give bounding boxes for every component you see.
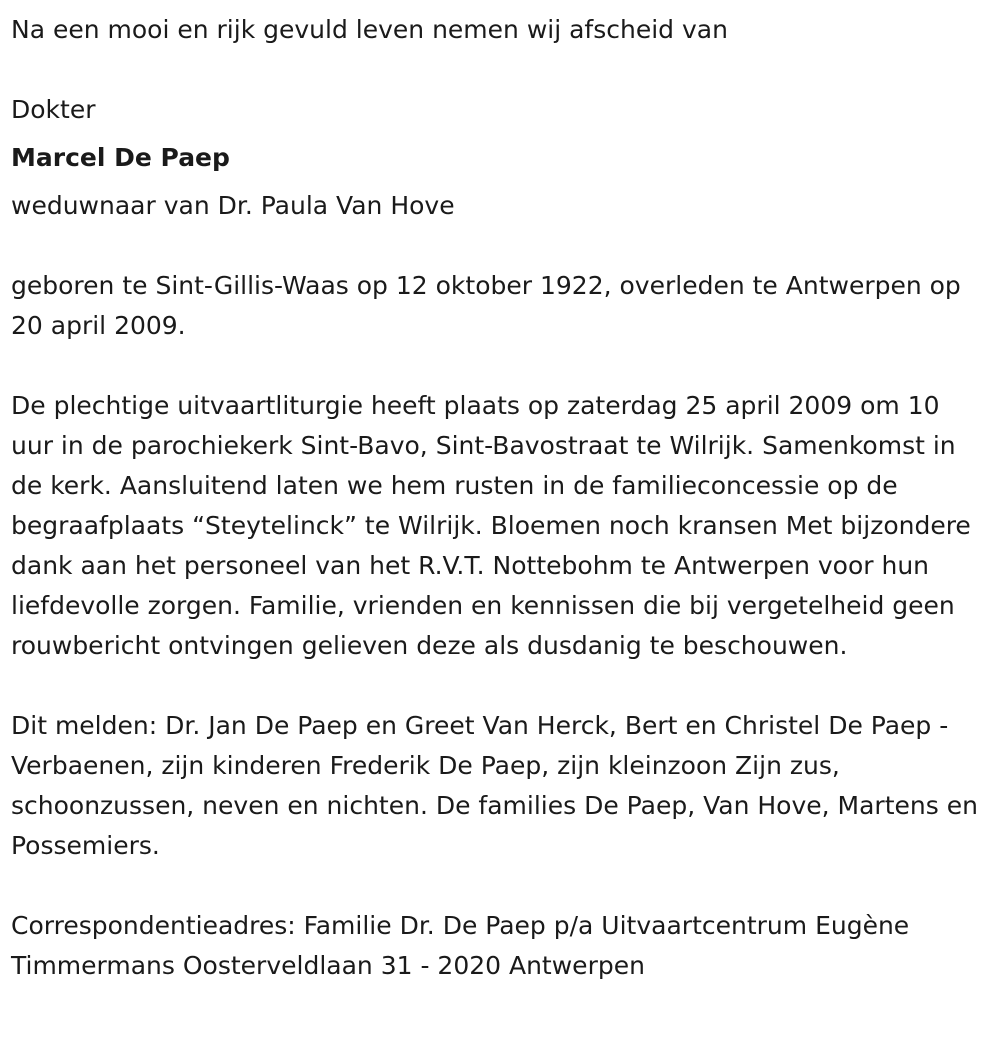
- ceremony-paragraph: De plechtige uitvaartliturgie heeft plaats op zaterdag 25 april 2009 om 10 uur in de parochiekerk Sint-Bavo, Sint-Bavostraat te Wilrijk. Samenkomst in de kerk. Aansluitend laten we hem rusten in de familieconcessie op de begraafplaats “Steytelinck” te Wilrijk. Bloemen noch kransen Met bijzondere dank aan het personeel van het R.V.T. Nottebohm te Antwerpen voor hun liefdevolle zorgen. Familie, vrienden en kennissen die bij vergetelheid geen rouwbericht ontvingen gelieven deze als dusdanig te beschouwen.: [11, 391, 971, 660]
- widower-text: weduwnaar van Dr. Paula Van Hove: [11, 191, 455, 220]
- intro-text: Na een mooi en rijk gevuld leven nemen wij afscheid van: [11, 15, 728, 44]
- correspondence-paragraph: Correspondentieadres: Familie Dr. De Paep p/a Uitvaartcentrum Eugène Timmermans Oosterveldlaan 31 - 2020 Antwerpen: [11, 911, 910, 980]
- spacer: [11, 50, 990, 90]
- spacer: [11, 178, 990, 186]
- spacer: [11, 866, 990, 906]
- birth-death-paragraph: geboren te Sint-Gillis-Waas op 12 oktober 1922, overleden te Antwerpen op 20 april 2009.: [11, 271, 961, 340]
- title-text: Dokter: [11, 95, 96, 124]
- spacer: [11, 226, 990, 266]
- announced-by-paragraph: Dit melden: Dr. Jan De Paep en Greet Van Herck, Bert en Christel De Paep - Verbaenen, zijn kinderen Frederik De Paep, zijn kleinzoon Zijn zus, schoonzussen, neven en nichten. De families De Paep, Van Hove, Martens en Possemiers.: [11, 711, 978, 860]
- spacer: [11, 130, 990, 138]
- deceased-name: Marcel De Paep: [11, 143, 230, 172]
- spacer: [11, 666, 990, 706]
- spacer: [11, 346, 990, 386]
